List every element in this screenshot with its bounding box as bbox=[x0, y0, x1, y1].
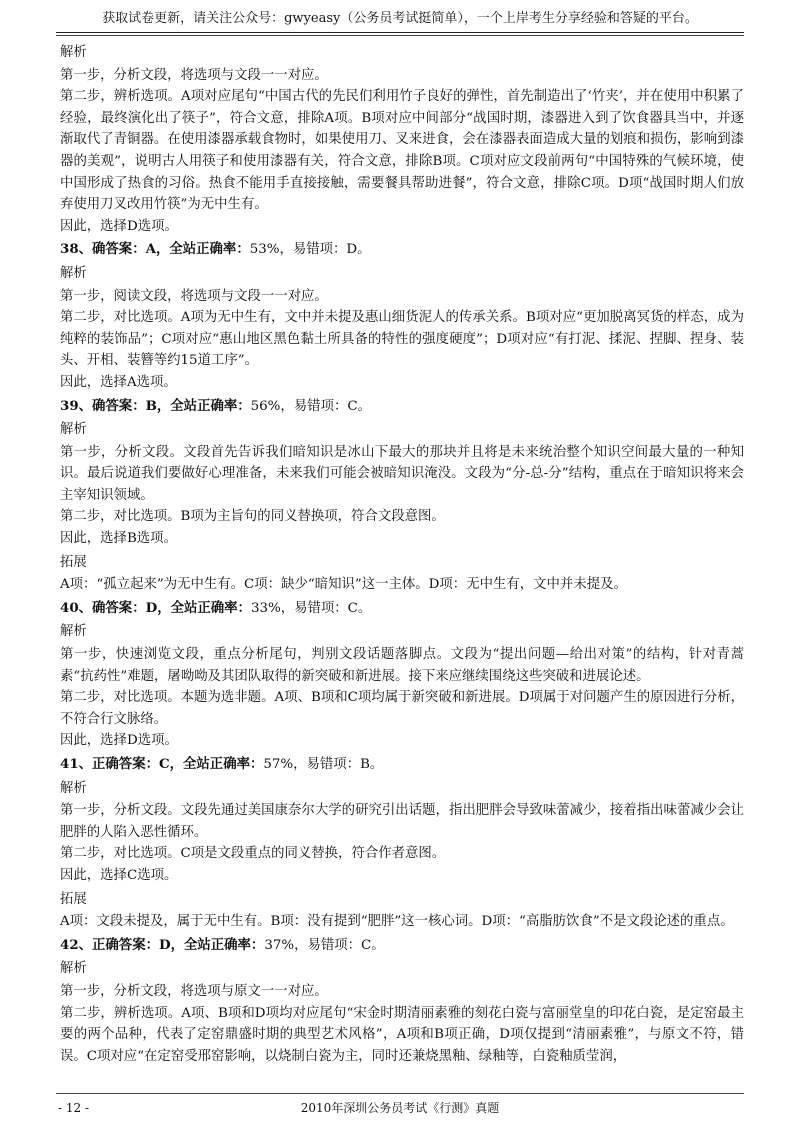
footer-title: 2010年深圳公务员考试《行测》真题 bbox=[300, 1101, 500, 1115]
question-answer-header bbox=[60, 598, 744, 620]
paragraph: 第一步，分析文段，将选项与原文一一对应。 bbox=[60, 983, 328, 999]
paragraph: A项：文段未提及，属于无中生有。B项：没有提到“肥胖”这一核心词。D项：“高脂肪饮食”不是文段论述的重点。 bbox=[60, 914, 734, 930]
section-label: 解析 bbox=[60, 45, 87, 60]
accuracy-info: 37%，易错项：C。 bbox=[264, 937, 385, 953]
accuracy-info: 33%，易错项：C。 bbox=[250, 600, 372, 616]
question-answer-header bbox=[60, 754, 744, 776]
answer-key: 38、确答案：A，全站正确率： bbox=[60, 241, 250, 258]
paragraph: 因此，选择B选项。 bbox=[60, 531, 177, 547]
answer-key: 39、确答案：B，全站正确率： bbox=[60, 397, 251, 414]
paragraph: 第一步，阅读文段，将选项与文段一一对应。 bbox=[60, 288, 328, 304]
question-answer-header bbox=[60, 935, 744, 957]
paragraph: A项：“孤立起来”为无中生有。C项：缺少“暗知识”这一主体。D项：无中生有，文中并未提及。 bbox=[60, 577, 627, 593]
section-label: 拓展 bbox=[60, 891, 87, 907]
paragraph: 因此，选择C选项。 bbox=[60, 867, 178, 883]
paragraph: 第二步，对比选项。B项为主旨句的同义替换项，符合文段意图。 bbox=[60, 509, 445, 525]
question-answer-header bbox=[60, 396, 744, 418]
section-label: 解析 bbox=[60, 780, 87, 796]
answer-key: 42、正确答案：D，全站正确率： bbox=[60, 936, 265, 953]
paragraph: 第二步，辨析选项。A项、B项和D项均对应尾句“宋金时期清丽素雅的刻花白瓷与富丽堂皇的印花白瓷，是定窑最主要的两个品种，代表了定窑鼎盛时期的典型艺术风格”，A项和B项正确，D项仅提到“清丽素雅”，与原文不符，错误。C项对应“在定窑受邢窑影响，以烧制白瓷为主，同时还兼烧黑釉、绿釉等，白瓷釉质莹润， bbox=[60, 1005, 744, 1064]
paragraph: 第二步，对比选项。A项为无中生有，文中并未提及惠山细货泥人的传承关系。B项对应“更加脱离冥货的样态，成为纯粹的装饰品”；C项对应“惠山地区黑色黏土所具备的特性的强度硬度”；D项对应“有打泥、揉泥、捏脚、捏身、装头、开相、装簪等约15道工序”。 bbox=[60, 310, 744, 369]
paragraph: 第一步，快速浏览文段，重点分析尾句，判别文段话题落脚点。文段为“提出问题—给出对策”的结构，针对青蒿素“抗药性”难题，屠呦呦及其团队取得的新突破和新进展。接下来应继续围绕这些突破和进展论述。 bbox=[60, 647, 744, 684]
paragraph: 因此，选择D选项。 bbox=[60, 733, 178, 749]
accuracy-info: 57%，易错项：B。 bbox=[263, 757, 384, 772]
answer-key: 41、正确答案：C，全站正确率： bbox=[60, 756, 264, 772]
section-label: 解析 bbox=[60, 961, 87, 977]
document-body bbox=[60, 40, 744, 1067]
footer-rule bbox=[56, 1093, 744, 1094]
page-number: - 12 - bbox=[58, 1101, 90, 1115]
paragraph: 因此，选择A选项。 bbox=[60, 374, 177, 390]
paragraph: 第一步，分析文段。文段先通过美国康奈尔大学的研究引出话题，指出肥胖会导致味蕾减少，接着指出味蕾减少会让肥胖的人陷入恶性循环。 bbox=[60, 803, 744, 840]
paragraph: 第二步，辨析选项。A项对应尾句“中国古代的先民们利用竹子良好的弹性，首先制造出了‘竹夹’，并在使用中积累了经验，最终演化出了筷子”，符合文意，排除A项。B项对应中间部分“战国时期，漆器进入到了饮食器具当中，并逐渐取代了青铜器。在使用漆器承载食物时，如果使用刀、叉来进食，会在漆器表面造成大量的划痕和损伤，影响到漆器的美观”，说明古人用筷子和使用漆器有关，符合文意，排除B项。C项对应文段前两句“中国特殊的气候环境，使中国形成了热食的习俗。热食不能用手直接接触，需要餐具帮助进餐”，符合文意，排除C项。D项“战国时期人们放弃使用刀叉改用竹筷”为无中生有。 bbox=[60, 89, 744, 213]
accuracy-info: 53%，易错项：D。 bbox=[249, 242, 371, 258]
paragraph: 因此，选择D选项。 bbox=[60, 218, 178, 234]
paragraph: 第二步，对比选项。C项是文段重点的同义替换，符合作者意图。 bbox=[60, 846, 446, 862]
header-rule bbox=[56, 32, 744, 33]
answer-key: 40、确答案：D，全站正确率： bbox=[60, 599, 251, 616]
question-answer-header bbox=[60, 239, 744, 261]
accuracy-info: 56%，易错项：C。 bbox=[250, 398, 371, 414]
header-rule-thin bbox=[56, 35, 744, 36]
section-label: 拓展 bbox=[60, 554, 87, 570]
header-banner: 获取试卷更新，请关注公众号：gwyeasy（公务员考试挺简单），一个上岸考生分享经验和答疑的平台。 bbox=[102, 11, 698, 26]
section-label: 解析 bbox=[60, 422, 87, 438]
section-label: 解析 bbox=[60, 624, 87, 640]
section-label: 解析 bbox=[60, 265, 87, 281]
paragraph: 第一步，分析文段，将选项与文段一一对应。 bbox=[60, 67, 328, 83]
paragraph: 第二步，对比选项。本题为选非题。A项、B项和C项均属于新突破和新进展。D项属于对问题产生的原因进行分析，不符合行文脉络。 bbox=[60, 690, 744, 727]
paragraph: 第一步，分析文段。文段首先告诉我们暗知识是冰山下最大的那块并且将是未来统治整个知识空间最大量的一种知识。最后说道我们要做好心理准备，未来我们可能会被暗知识淹没。文段为“分-总-分”结构，重点在于暗知识将来会主宰知识领域。 bbox=[60, 444, 744, 503]
